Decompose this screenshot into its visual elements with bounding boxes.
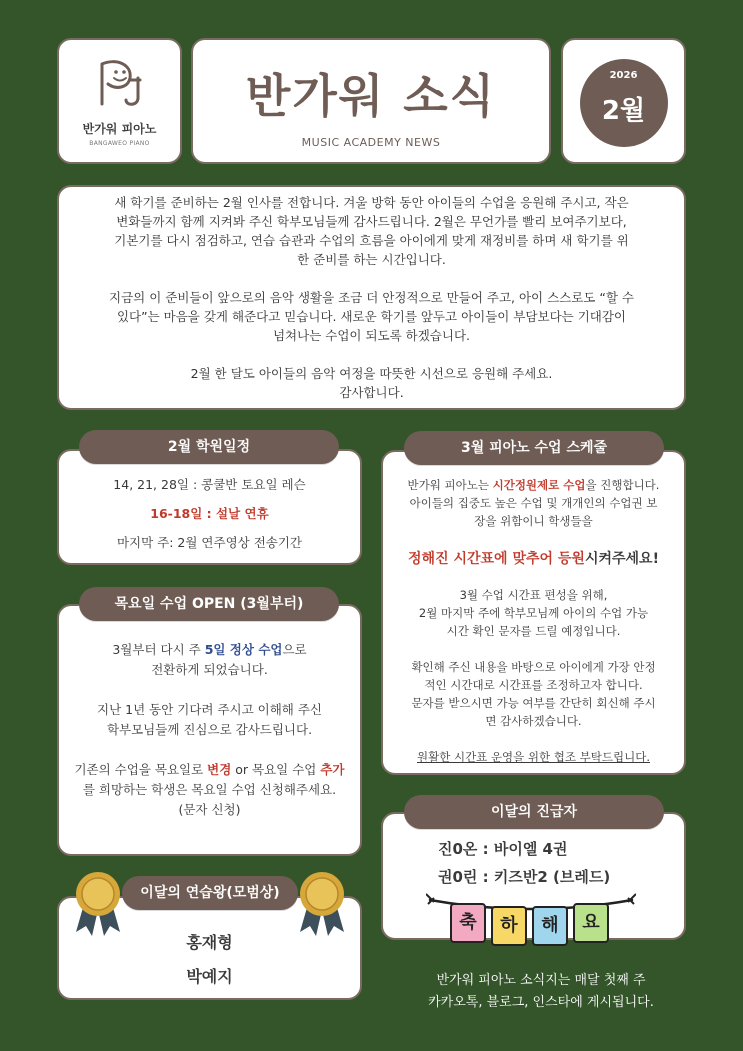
march-line-4a: 정해진 시간표에 맞추어 등원 xyxy=(408,551,585,567)
medal-right-icon xyxy=(294,868,350,938)
intro-card xyxy=(57,185,686,410)
march-line-2: 아이들의 집중도 높은 수업 및 개개인의 수업권 보 xyxy=(409,496,658,510)
intro-paragraph-3b: 감사합니다. xyxy=(339,385,404,400)
schedule-line-3: 마지막 주: 2월 연주영상 전송기간 xyxy=(116,535,303,550)
schedule-line-2: 16-18일 : 설날 연휴 xyxy=(150,506,269,521)
award-name-1: 홍재형 xyxy=(186,933,233,952)
logo-name: 반가워 피아노 xyxy=(82,122,157,136)
march-text xyxy=(383,476,684,766)
march-line-6: 2월 마지막 주에 학부모님께 아이의 수업 가능 xyxy=(418,606,649,620)
banner-flag-4 xyxy=(573,903,609,943)
page-subtitle: MUSIC ACADEMY NEWS xyxy=(301,136,441,149)
year-label: 2026 xyxy=(609,70,638,81)
month-label: 2월 xyxy=(601,96,646,126)
thursday-line-5 xyxy=(59,760,360,780)
march-line-1 xyxy=(383,476,684,494)
thursday-line-5b: 변경 xyxy=(207,762,232,777)
banner-flag-1-text: 축 xyxy=(459,912,477,933)
piano-logo-icon xyxy=(94,54,150,114)
march-card xyxy=(381,450,686,775)
thursday-line-1b: 5일 정상 수업 xyxy=(204,642,283,657)
march-line-1a: 반가워 피아노는 xyxy=(407,478,493,492)
footer-line-2: 카카오톡, 블로그, 인스타에 게시됩니다. xyxy=(428,995,654,1010)
intro-paragraph-2: 지금의 이 준비들이 앞으로의 음악 생활을 조금 더 안정적으로 만들어 주고, 아이 스스로도 “할 수 있다”는 마음을 갖게 해준다고 믿습니다. 새로운 학기를 앞두고 아이들이 부담보다는 기대감이 넘쳐나는 수업이 되도록 하겠습니다. xyxy=(109,290,634,343)
progress-title: 이달의 진급자 xyxy=(404,795,664,829)
progress-line-2: 권0린 : 키즈반2 (브레드) xyxy=(438,868,611,886)
footer-line-1: 반가워 피아노 소식지는 매달 첫째 주 xyxy=(436,973,646,988)
thursday-line-4: 학부모님들께 진심으로 감사드립니다. xyxy=(106,722,313,737)
march-line-11: 면 감사하겠습니다. xyxy=(485,714,582,728)
march-line-4b: 시켜주세요! xyxy=(584,551,659,567)
thursday-line-1a: 3월부터 다시 주 xyxy=(112,642,205,657)
thursday-line-5d: 추가 xyxy=(320,762,345,777)
award-name-2: 박예지 xyxy=(186,967,233,986)
footer xyxy=(381,970,701,1014)
logo-card xyxy=(57,38,182,164)
banner-flag-3 xyxy=(532,906,568,946)
intro-paragraph-1: 새 학기를 준비하는 2월 인사를 전합니다. 겨울 방학 동안 아이들의 수업을 응원해 주시고, 작은 변화들까지 함께 지켜봐 주신 학부모님들께 감사드립니다. 2월은 무언가를 빨리 보여주기보다, 기본기를 다시 점검하고, 연습 습관과 수업의 흐름을 아이에게 맞게 재정비를 하며 새 학기를 위한 준비를 하는 시간입니다. xyxy=(114,195,629,267)
thursday-line-2: 전환하게 되었습니다. xyxy=(151,662,268,677)
banner-flag-4-text: 요 xyxy=(582,912,600,933)
date-card xyxy=(561,38,686,164)
march-line-3: 장을 위함이니 학생들을 xyxy=(474,514,593,528)
thursday-line-6: 를 희망하는 학생은 목요일 수업 신청해주세요. xyxy=(82,782,337,797)
banner-flag-1 xyxy=(450,903,486,943)
logo-subtitle: BANGAWEO PIANO xyxy=(89,140,150,147)
thursday-line-1c: 으로 xyxy=(282,642,307,657)
march-line-9: 적인 시간대로 시간표를 조정하고자 합니다. xyxy=(424,678,643,692)
schedule-card xyxy=(57,449,362,565)
intro-paragraph-3a: 2월 한 달도 아이들의 음악 여정을 따뜻한 시선으로 응원해 주세요. xyxy=(190,366,553,381)
march-line-12: 원활한 시간표 운영을 위한 협조 부탁드립니다. xyxy=(416,750,650,764)
thursday-line-1 xyxy=(59,640,360,660)
thursday-card xyxy=(57,604,362,856)
march-title: 3월 피아노 수업 스케줄 xyxy=(404,431,664,465)
thursday-title: 목요일 수업 OPEN (3월부터) xyxy=(79,587,339,621)
banner-flag-2-text: 하 xyxy=(500,915,518,936)
schedule-line-1: 14, 21, 28일 : 콩쿨반 토요일 레슨 xyxy=(113,477,306,492)
award-title: 이달의 연습왕(모범상) xyxy=(122,876,298,910)
schedule-title: 2월 학원일정 xyxy=(79,430,339,464)
banner-flag-2 xyxy=(491,906,527,946)
thursday-line-5c: or 목요일 수업 xyxy=(231,762,321,777)
march-line-8: 확인해 주신 내용을 바탕으로 아이에게 가장 안정 xyxy=(411,660,656,674)
banner-flag-3-text: 해 xyxy=(541,915,559,936)
march-line-4 xyxy=(383,550,684,568)
thursday-line-7: (문자 신청) xyxy=(178,802,241,817)
page-title: 반가워 소식 xyxy=(245,69,497,123)
medal-left-icon xyxy=(70,868,126,938)
march-line-7: 시간 확인 문자를 드릴 예정입니다. xyxy=(446,624,621,638)
thursday-line-3: 지난 1년 동안 기다려 주시고 이해해 주신 xyxy=(97,702,322,717)
progress-line-1: 진0온 : 바이엘 4권 xyxy=(438,840,568,858)
march-line-1b: 시간정원제로 수업 xyxy=(492,478,586,492)
march-line-10: 문자를 받으시면 가능 여부를 간단히 회신해 주시 xyxy=(411,696,656,710)
march-line-1c: 을 진행합니다. xyxy=(585,478,660,492)
march-line-5: 3월 수업 시간표 편성을 위해, xyxy=(459,588,608,602)
thursday-text xyxy=(59,640,360,820)
thursday-line-5a: 기존의 수업을 목요일로 xyxy=(74,762,208,777)
title-card xyxy=(191,38,551,164)
